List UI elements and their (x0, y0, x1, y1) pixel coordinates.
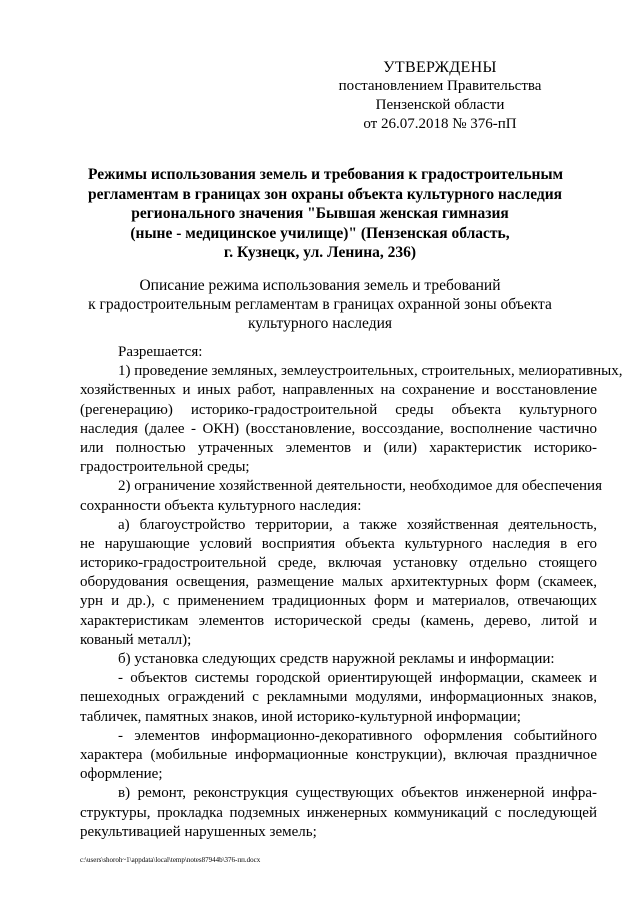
paragraph-line: не нарушающие условий восприятия объекта культурного наследия в его (80, 535, 597, 552)
paragraph-heading: Разрешается: (118, 344, 203, 360)
paragraph-line: урн и др.), с применением традиционных форм и материалов, отвечающих (80, 593, 597, 610)
paragraph-line: градостроительной среды; (80, 459, 250, 476)
paragraph-line: - элементов информационно-декоративного оформления событийного (118, 727, 597, 744)
paragraph-line: - объектов системы городской ориентирующей информации, скамеек и (118, 670, 597, 687)
paragraph-line: кованый металл); (80, 631, 192, 648)
paragraph-line: наследия (далее - ОКН) (восстановление, воссоздание, восполнение частично (80, 420, 597, 437)
approval-line: Пензенской области (375, 97, 505, 113)
paragraph-line: (регенерацию) историко-градостроительной среды объекта культурного (80, 401, 597, 418)
approval-stamp (320, 58, 560, 134)
approval-date-number: от 26.07.2018 № 376-пП (363, 116, 517, 132)
paragraph-line: рекультивацией нарушенных земель; (80, 823, 317, 840)
subtitle-line: культурного наследия (247, 315, 393, 332)
document-body (80, 343, 623, 842)
paragraph-line: характеристикам элементов исторической среды (камень, дерево, литой и (80, 612, 597, 629)
paragraph-line: или полностью утраченных элементов и (или) характеристик историко- (80, 439, 597, 456)
paragraph-line: пешеходных ограждений с рекламными модулями, информационных знаков, (80, 689, 597, 706)
paragraph-line: оборудования освещения, размещение малых архитектурных форм (скамеек, (80, 574, 597, 591)
paragraph-line: а) благоустройство территории, а также хозяйственная деятельность, (118, 516, 597, 533)
file-path-footer: c:\users\shoroh~1\appdata\local\temp\notes87944b\376-пп.docx (80, 856, 261, 864)
paragraph-line: сохранности объекта культурного наследия: (80, 497, 362, 514)
paragraph-line: в) ремонт, реконструкция существующих объектов инженерной инфра- (118, 785, 597, 802)
approval-line: постановлением Правительства (338, 78, 542, 94)
title-line: Режимы использования земель и требования к градостроительным (88, 166, 564, 183)
paragraph-line: оформление; (80, 766, 163, 783)
document-title (88, 165, 564, 263)
paragraph-line: 1) проведение земляных, землеустроительных, строительных, мелиоративных, (118, 363, 623, 380)
title-line: г. Кузнецк, ул. Ленина, 236) (223, 244, 417, 261)
approval-heading: УТВЕРЖДЕНЫ (383, 59, 497, 76)
paragraph-line: характера (мобильные информационные конструкции), включая праздничное (80, 746, 597, 763)
subtitle-line: Описание режима использования земель и требований (139, 277, 501, 294)
paragraph-line: б) установка следующих средств наружной рекламы и информации: (118, 651, 555, 667)
title-line: (ныне - медицинское училище)" (Пензенская область, (130, 224, 510, 242)
paragraph-line: 2) ограничение хозяйственной деятельности, необходимое для обеспечения (118, 478, 602, 495)
paragraph-line: историко-градостроительной среде, включая установку отдельно стоящего (80, 555, 597, 572)
paragraph-line: табличек, памятных знаков, иной историко-культурной информации; (80, 708, 521, 725)
paragraph-line: структуры, прокладка подземных инженерных коммуникаций с последующей (80, 804, 597, 821)
paragraph-line: хозяйственных и иных работ, направленных на сохранение и восстановление (80, 382, 597, 399)
title-line: регионального значения "Бывшая женская гимназия (131, 205, 509, 222)
subtitle-line: к градостроительным регламентам в границах охранной зоны объекта (88, 296, 552, 313)
title-line: регламентам в границах зон охраны объекта культурного наследия (88, 185, 563, 203)
section-subtitle (60, 276, 580, 333)
